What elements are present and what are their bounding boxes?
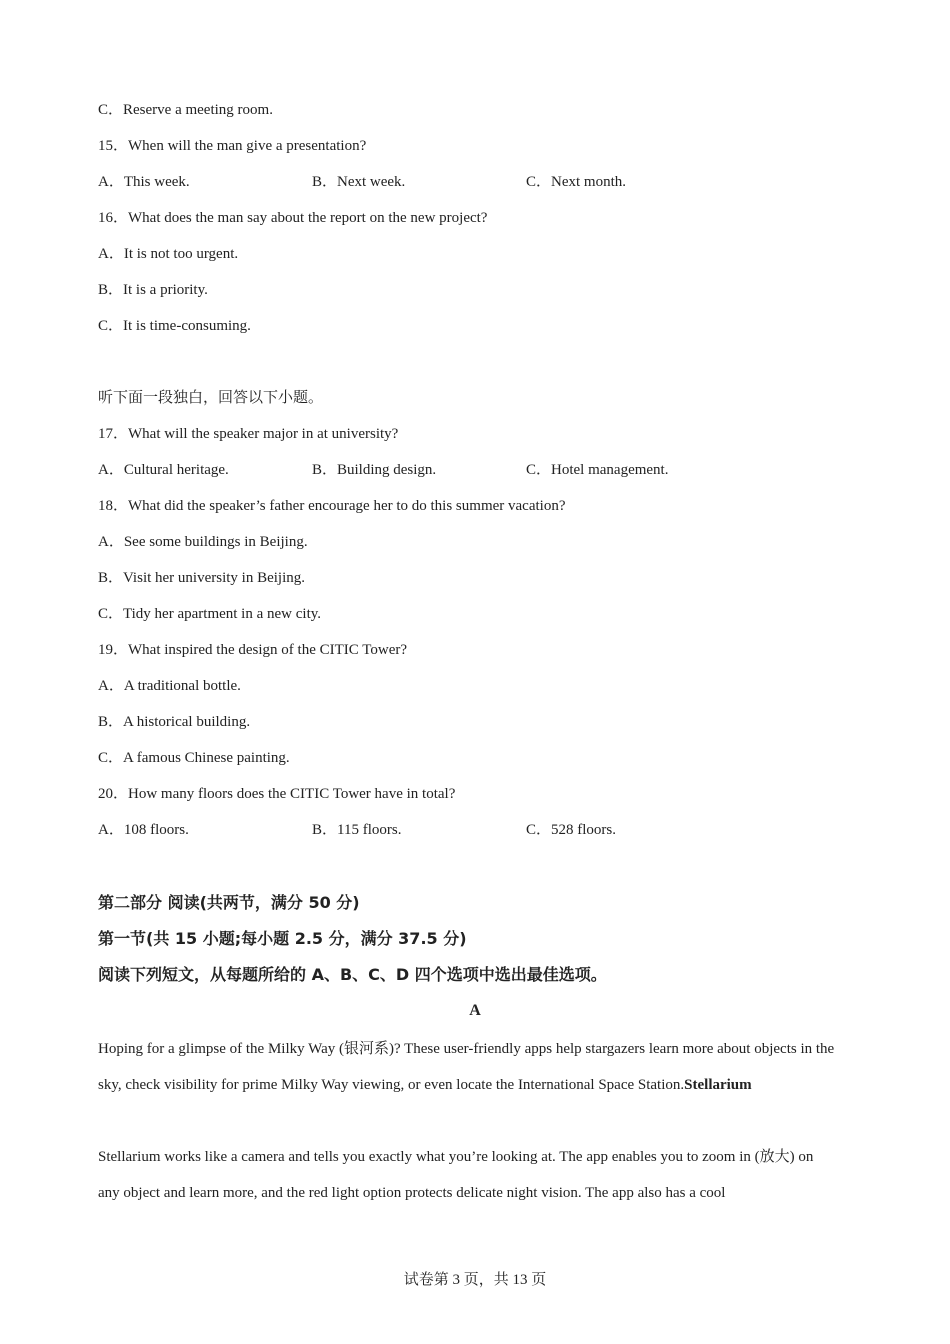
q17-options xyxy=(98,460,858,480)
passage-label: A xyxy=(469,1002,481,1019)
q18-option-a: A．See some buildings in Beijing. xyxy=(98,534,308,550)
q15-option-a: A．This week. xyxy=(98,174,190,190)
q14-option-c: C．Reserve a meeting room. xyxy=(98,102,273,118)
q18-question: 18．What did the speaker’s father encourage her to do this summer vacation? xyxy=(98,498,566,514)
q16-question: 16．What does the man say about the report on the new project? xyxy=(98,210,488,226)
q16-option-b: B．It is a priority. xyxy=(98,282,208,298)
q19-question: 19．What inspired the design of the CITIC Tower? xyxy=(98,642,408,658)
q15-option-b: B．Next week. xyxy=(312,174,406,190)
section-heading: 第一节(共 15 小题;每小题 2.5 分，满分 37.5 分) xyxy=(98,929,467,948)
q19-option-c: C．A famous Chinese painting. xyxy=(98,750,290,766)
q15-options xyxy=(98,172,858,192)
page-footer: 试卷第 3 页，共 13 页 xyxy=(403,1272,547,1288)
q15-question: 15．When will the man give a presentation? xyxy=(98,138,367,154)
q18-option-b: B．Visit her university in Beijing. xyxy=(98,570,306,586)
q15-option-c: C．Next month. xyxy=(526,174,626,190)
passage-paragraph-2: Stellarium works like a camera and tells you exactly what you’re looking at. The app enables you to zoom in (放大) on any object and learn more, and the red light option protects delicate night vision. The app also has a cool xyxy=(98,1149,814,1201)
q16-option-c: C．It is time-consuming. xyxy=(98,318,251,334)
passage-paragraph-1 xyxy=(98,1031,838,1103)
paragraph-1-text: Hoping for a glimpse of the Milky Way (银河系)? These user-friendly apps help stargazers learn more about objects in the sky, check visibility for prime Milky Way viewing, or even locate the International Space Station. xyxy=(98,1041,835,1093)
q20-option-b: B．115 floors. xyxy=(312,822,402,838)
q20-question: 20．How many floors does the CITIC Tower have in total? xyxy=(98,786,456,802)
q17-question: 17．What will the speaker major in at university? xyxy=(98,426,399,442)
monologue-instruction: 听下面一段独白，回答以下小题。 xyxy=(98,390,324,406)
q20-option-a: A．108 floors. xyxy=(98,822,189,838)
app-name-stellarium: Stellarium xyxy=(684,1077,752,1093)
q18-option-c: C．Tidy her apartment in a new city. xyxy=(98,606,322,622)
q20-options xyxy=(98,820,858,840)
q20-option-c: C．528 floors. xyxy=(526,822,617,838)
q16-option-a: A．It is not too urgent. xyxy=(98,246,239,262)
q19-option-a: A．A traditional bottle. xyxy=(98,678,241,694)
q19-option-b: B．A historical building. xyxy=(98,714,251,730)
q17-option-b: B．Building design. xyxy=(312,462,437,478)
reading-instruction: 阅读下列短文，从每题所给的 A、B、C、D 四个选项中选出最佳选项。 xyxy=(98,965,607,984)
q17-option-a: A．Cultural heritage. xyxy=(98,462,229,478)
part-heading: 第二部分 阅读(共两节，满分 50 分) xyxy=(98,893,360,912)
q17-option-c: C．Hotel management. xyxy=(526,462,669,478)
